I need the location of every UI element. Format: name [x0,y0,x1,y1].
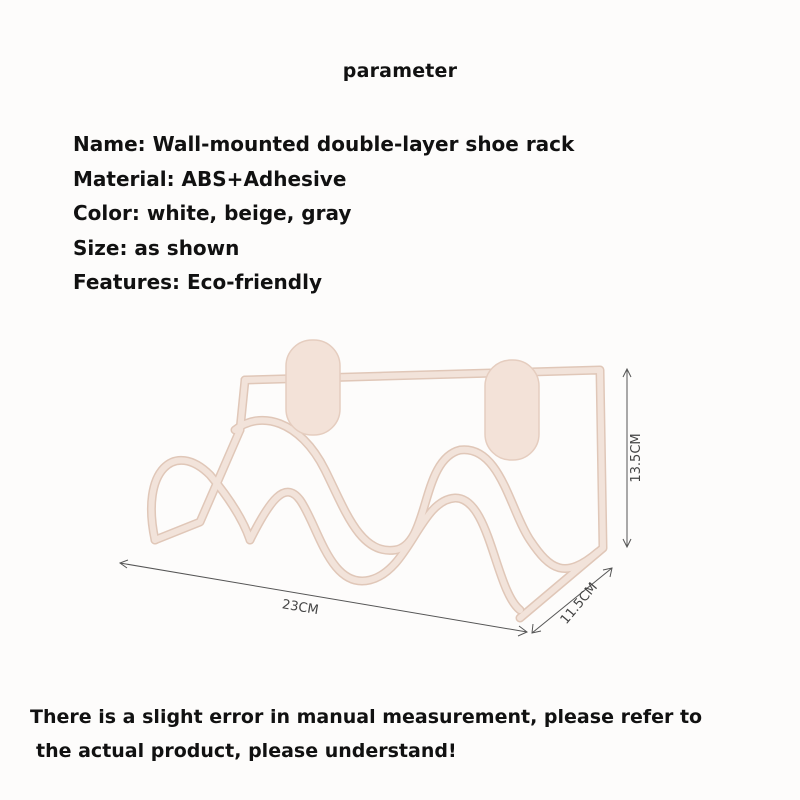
height-dimension-label: 13.5CM [629,433,644,483]
depth-dimension-label: 11.5CM [557,580,601,628]
width-dimension-label: 23CM [280,597,320,619]
note-line-1: There is a slight error in manual measurement, please refer to [30,706,703,728]
spec-color: Color: white, beige, gray [73,201,352,225]
measurement-note [30,700,702,768]
shoe-rack-illustration [0,320,800,680]
spec-features: Features: Eco-friendly [73,270,322,294]
shoe-rack-image [151,340,603,618]
spec-size: Size: as shown [73,235,240,260]
parameter-heading: parameter [342,60,458,82]
spec-material: Material: ABS+Adhesive [73,166,347,191]
spec-name: Name: Wall-mounted double-layer shoe rack [73,132,575,156]
dimension-lines [120,369,631,636]
note-line-2: the actual product, please understand! [36,740,457,762]
spec-list [73,127,574,300]
